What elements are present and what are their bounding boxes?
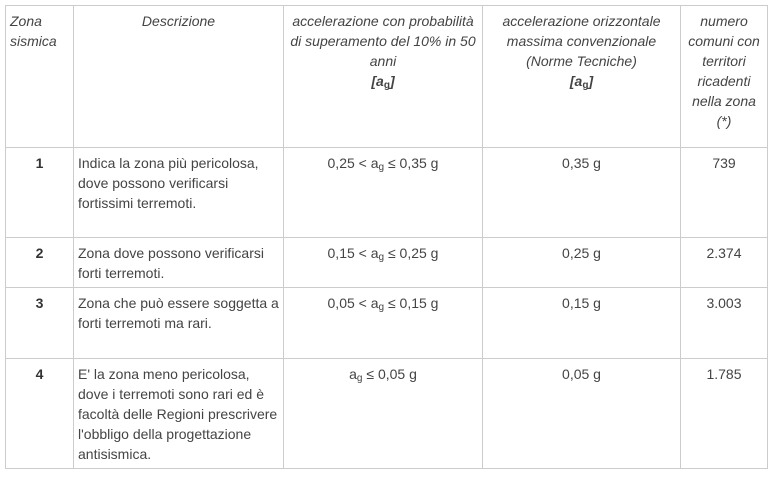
- header-accelerazione-probabilita: [284, 6, 483, 148]
- zone-description: Zona dove possono verificarsi forti terremoti.: [74, 238, 284, 288]
- header-numero-comuni-label: numero comuni con territori ricadenti nella zona (*): [688, 13, 760, 129]
- acc-prefix: 0,25 <: [327, 155, 371, 171]
- zone-max-acceleration: 0,25 g: [483, 238, 681, 288]
- table-body: [6, 148, 768, 469]
- header-ag-symbol-1: [ag]: [371, 73, 395, 91]
- table-row: [6, 359, 768, 469]
- zone-comuni-count: 2.374: [681, 238, 768, 288]
- zone-description: Zona che può essere soggetta a forti terremoti ma rari.: [74, 288, 284, 359]
- zone-acceleration-range: [284, 359, 483, 469]
- acc-suffix: ≤ 0,25 g: [384, 245, 439, 261]
- zone-acceleration-range: [284, 288, 483, 359]
- zone-number: 4: [6, 359, 74, 469]
- acc-suffix: ≤ 0,05 g: [362, 366, 417, 382]
- zone-number: 1: [6, 148, 74, 238]
- header-ag-symbol-2: [ag]: [569, 73, 594, 91]
- ag-symbol: ag: [349, 366, 363, 384]
- zone-max-acceleration: 0,05 g: [483, 359, 681, 469]
- zone-max-acceleration: 0,35 g: [483, 148, 681, 238]
- zone-description: Indica la zona più pericolosa, dove possono verificarsi fortissimi terremoti.: [74, 148, 284, 238]
- header-descrizione-label: Descrizione: [141, 13, 216, 29]
- zone-description: E' la zona meno pericolosa, dove i terremoti sono rari ed è facoltà delle Regioni prescrivere l'obbligo della progettazione antisismica.: [74, 359, 284, 469]
- ag-symbol: ag: [370, 245, 385, 263]
- table-row: [6, 148, 768, 238]
- acc-prefix: 0,15 <: [327, 245, 371, 261]
- zone-comuni-count: 739: [681, 148, 768, 238]
- header-zona-sismica: [6, 6, 74, 148]
- header-row: [6, 6, 768, 148]
- table-row: [6, 288, 768, 359]
- zone-number: 2: [6, 238, 74, 288]
- acc-suffix: ≤ 0,15 g: [384, 295, 439, 311]
- header-numero-comuni: [681, 6, 768, 148]
- seismic-zones-table: [5, 5, 768, 469]
- zone-comuni-count: 3.003: [681, 288, 768, 359]
- table-row: [6, 238, 768, 288]
- zone-comuni-count: 1.785: [681, 359, 768, 469]
- zone-max-acceleration: 0,15 g: [483, 288, 681, 359]
- ag-symbol: ag: [370, 155, 385, 173]
- header-accelerazione-probabilita-label: accelerazione con probabilità di superamento del 10% in 50 anni: [290, 13, 476, 69]
- header-accelerazione-massima: [483, 6, 681, 148]
- acc-suffix: ≤ 0,35 g: [384, 155, 439, 171]
- zone-acceleration-range: [284, 238, 483, 288]
- zone-number: 3: [6, 288, 74, 359]
- header-descrizione: [74, 6, 284, 148]
- header-accelerazione-massima-label: accelerazione orizzontale massima convenzionale (Norme Tecniche): [502, 13, 661, 69]
- header-zona-label: Zona sismica: [10, 13, 57, 49]
- zone-acceleration-range: [284, 148, 483, 238]
- ag-symbol: ag: [370, 295, 385, 313]
- acc-prefix: 0,05 <: [327, 295, 371, 311]
- table-header: [6, 6, 768, 148]
